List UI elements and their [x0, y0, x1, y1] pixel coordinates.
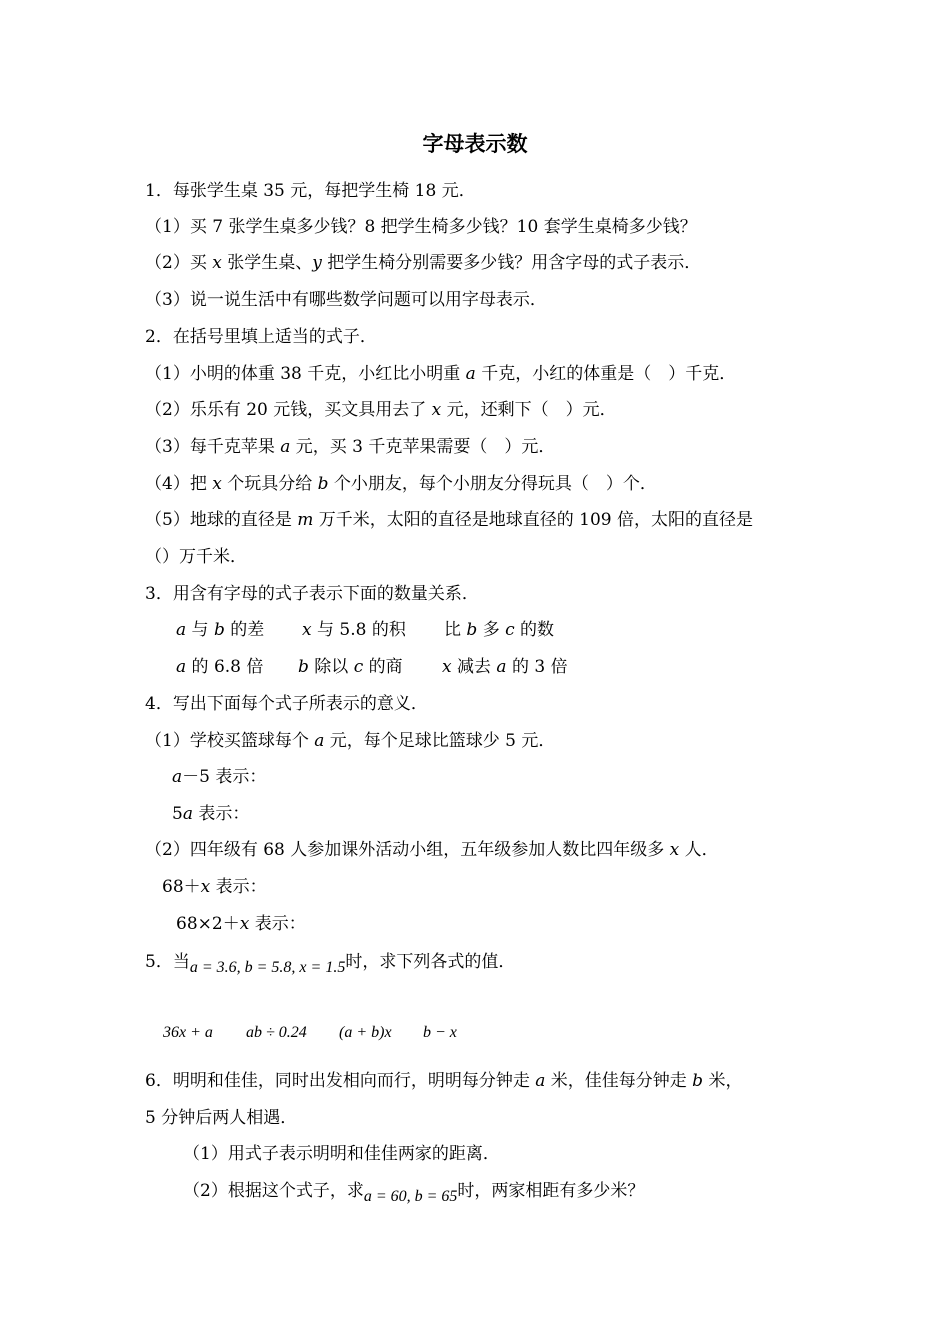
- q2-part3: （3）每千克苹果 a 元，买 3 千克苹果需要（ ）元．: [145, 437, 556, 457]
- q3-item-a-minus-b: a 与 b 的差: [176, 620, 265, 640]
- q2-stem: 2．在括号里填上适当的式子．: [145, 327, 377, 347]
- q4-expr-68-plus-x: 68＋x 表示：: [162, 877, 267, 897]
- q5-expr-3: (a + b)x: [339, 1024, 392, 1041]
- q3-stem: 3．用含有字母的式子表示下面的数量关系．: [145, 584, 479, 604]
- q4-expr-5a: 5a 表示：: [172, 804, 250, 824]
- q2-part5-cont: （）万千米．: [145, 547, 247, 567]
- q4-part2: （2）四年级有 68 人参加课外活动小组，五年级参加人数比四年级多 x 人．: [145, 840, 719, 860]
- q5-expr-4: b − x: [423, 1024, 457, 1041]
- q5-stem: 5．当a = 3.6, b = 5.8, x = 1.5时，求下列各式的值．: [145, 952, 516, 976]
- q1-part1: （1）买 7 张学生桌多少钱？8 把学生椅多少钱？10 套学生桌椅多少钱？: [145, 217, 697, 237]
- q4-expr-68x2-plus-x: 68×2＋x 表示：: [176, 914, 306, 934]
- q6-condition: a = 60, b = 65: [363, 1188, 458, 1205]
- q6-part2: （2）根据这个式子，求a = 60, b = 65时，两家相距有多少米？: [183, 1181, 645, 1205]
- q5-condition: a = 3.6, b = 5.8, x = 1.5: [189, 959, 346, 976]
- q3-item-x-times: x 与 5.8 的积: [302, 620, 406, 640]
- q2-part1: （1）小明的体重 38 千克，小红比小明重 a 千克，小红的体重是（ ）千克．: [145, 364, 737, 384]
- q5-expr-1: 36x + a: [163, 1024, 213, 1041]
- q3-item-b-div-c: b 除以 c 的商: [298, 657, 403, 677]
- q3-item-b-plus-c: 比 b 多 c 的数: [444, 620, 555, 640]
- q4-expr-a-minus-5: a－5 表示：: [172, 767, 267, 787]
- q5-expr-2: ab ÷ 0.24: [246, 1024, 307, 1041]
- q3-item-x-minus-3a: x 减去 a 的 3 倍: [442, 657, 568, 677]
- q6-line1: 6．明明和佳佳，同时出发相向而行，明明每分钟走 a 米，佳佳每分钟走 b 米，: [145, 1071, 743, 1091]
- q1-stem: 1．每张学生桌 35 元，每把学生椅 18 元．: [145, 181, 476, 201]
- q2-part4: （4）把 x 个玩具分给 b 个小朋友，每个小朋友分得玩具（ ）个．: [145, 474, 657, 494]
- q3-item-a-times: a 的 6.8 倍: [176, 657, 264, 677]
- q1-part2: （2）买 x 张学生桌、y 把学生椅分别需要多少钱？用含字母的式子表示．: [145, 253, 702, 273]
- q4-stem: 4．写出下面每个式子所表示的意义．: [145, 694, 428, 714]
- q4-part1: （1）学校买篮球每个 a 元，每个足球比篮球少 5 元．: [145, 731, 556, 751]
- q2-part5: （5）地球的直径是 m 万千米，太阳的直径是地球直径的 109 倍，太阳的直径是: [145, 510, 754, 530]
- q6-line2: 5 分钟后两人相遇．: [145, 1108, 298, 1128]
- page-title: 字母表示数: [422, 132, 528, 156]
- q2-part2: （2）乐乐有 20 元钱，买文具用去了 x 元，还剩下（ ）元．: [145, 400, 617, 420]
- q1-part3: （3）说一说生活中有哪些数学问题可以用字母表示．: [145, 290, 547, 310]
- q6-part1: （1）用式子表示明明和佳佳两家的距离．: [183, 1144, 500, 1164]
